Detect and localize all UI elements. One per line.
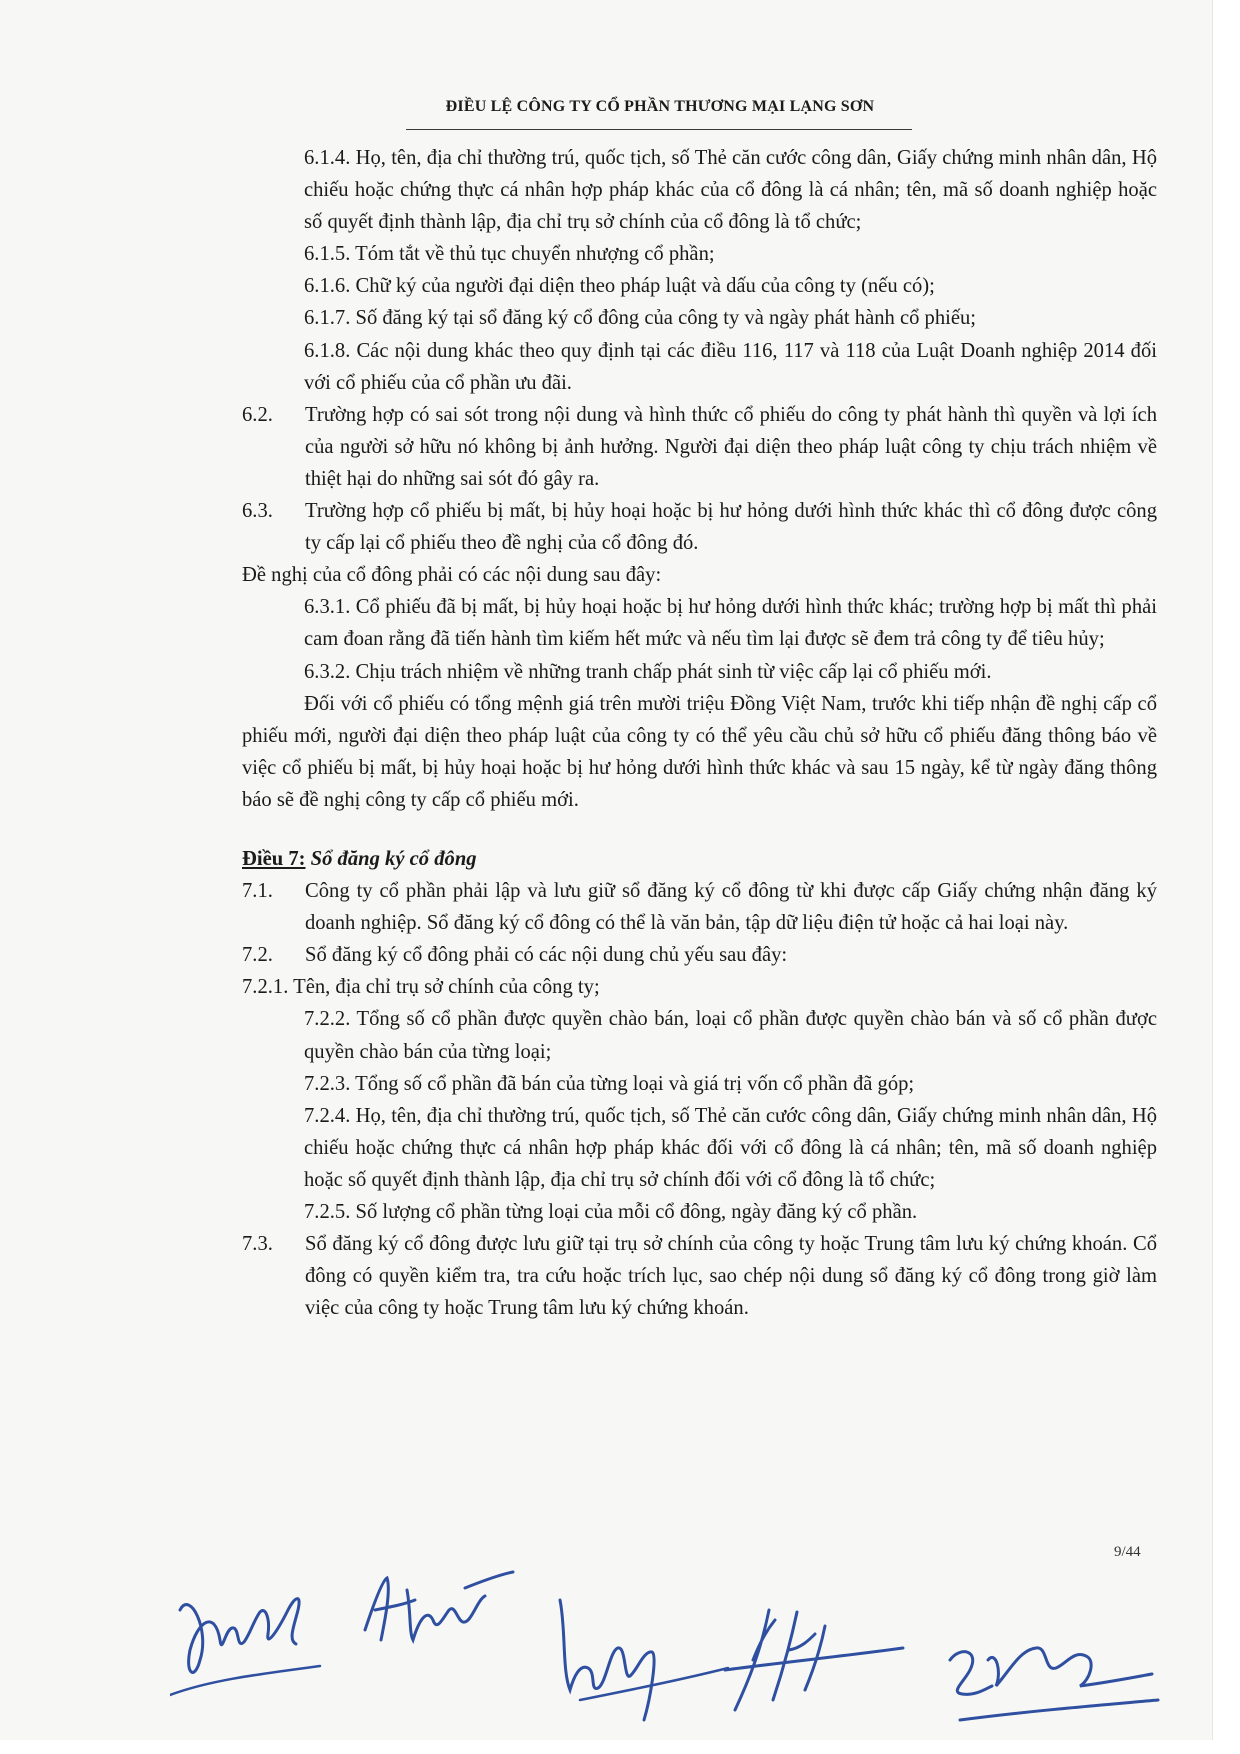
article-label: Điều 7: [242, 847, 306, 870]
clause-number: 7.3. [242, 1233, 273, 1256]
clause-6-3-2: 6.3.2. Chịu trách nhiệm về những tranh chấp phát sinh từ việc cấp lại cổ phiếu mới. [304, 660, 992, 683]
signature-4 [705, 1590, 905, 1730]
clause-number: 7.2. [242, 944, 273, 967]
clause-6-3-1: 6.3.1. Cổ phiếu đã bị mất, bị hủy hoại hoặc bị hư hỏng dưới hình thức khác; trường hợp bị mất thì phải cam đoan rằng đã tiến hành tìm kiếm hết mức và nếu tìm lại được sẽ đem trả công ty để tiêu hủy; [304, 596, 1157, 651]
page-number: 9/44 [1114, 1544, 1141, 1560]
clause-6-1-8: 6.1.8. Các nội dung khác theo quy định tại các điều 116, 117 và 118 của Luật Doanh nghiệp 2014 đối với cổ phiếu của cổ phần ưu đãi. [304, 339, 1157, 394]
clause-text: Sổ đăng ký cổ đông được lưu giữ tại trụ sở chính của công ty hoặc Trung tâm lưu ký chứng khoán. Cổ đông có quyền kiểm tra, tra cứu hoặc trích lục, sao chép nội dung sổ đăng ký cổ đông trong giờ làm việc của công ty hoặc Trung tâm lưu ký chứng khoán. [305, 1233, 1157, 1320]
clause-text: Sổ đăng ký cổ đông phải có các nội dung chủ yếu sau đây: [305, 944, 788, 967]
clause-7-2 [242, 939, 1157, 971]
clause-6-3 [242, 495, 1157, 559]
clause-7-2-1: 7.2.1. Tên, địa chỉ trụ sở chính của công ty; [242, 976, 600, 999]
article-7-heading [242, 843, 1157, 875]
signature-row [150, 1560, 1180, 1750]
clause-6-3-note: Đối với cổ phiếu có tổng mệnh giá trên mười triệu Đồng Việt Nam, trước khi tiếp nhận đề nghị cấp cổ phiếu mới, người đại diện theo pháp luật của công ty có thể yêu cầu chủ sở hữu cổ phiếu đăng thông báo về việc cổ phiếu bị mất, bị hủy hoại hoặc bị hư hỏng dưới hình thức khác và sau 15 ngày, kể từ ngày đăng thông báo sẽ đề nghị công ty cấp cổ phiếu mới. [242, 692, 1157, 811]
clause-number: 7.1. [242, 880, 273, 903]
clause-7-3 [242, 1228, 1157, 1324]
clause-6-1-7: 6.1.7. Số đăng ký tại sổ đăng ký cổ đông của công ty và ngày phát hành cổ phiếu; [304, 307, 977, 330]
clause-6-3-intro: Đề nghị của cổ đông phải có các nội dung sau đây: [242, 564, 662, 587]
clause-text: Trường hợp cổ phiếu bị mất, bị hủy hoại hoặc bị hư hỏng dưới hình thức khác thì cổ đông được công ty cấp lại cổ phiếu theo đề nghị của cổ đông đó. [305, 500, 1157, 555]
clause-7-2-4: 7.2.4. Họ, tên, địa chỉ thường trú, quốc tịch, số Thẻ căn cước công dân, Giấy chứng minh nhân dân, Hộ chiếu hoặc chứng thực cá nhân hợp pháp khác đối với cổ đông là cá nhân; tên, mã số doanh nghiệp hoặc số quyết định thành lập, địa chỉ trụ sở chính đối với cổ đông là tổ chức; [304, 1104, 1157, 1191]
clause-6-2 [242, 399, 1157, 495]
signature-3 [540, 1580, 730, 1730]
clause-7-1 [242, 875, 1157, 939]
signature-1 [170, 1570, 330, 1700]
article-title: Sổ đăng ký cổ đông [310, 847, 477, 870]
clause-number: 6.2. [242, 403, 273, 426]
clause-number: 6.3. [242, 500, 273, 523]
clause-6-1-5: 6.1.5. Tóm tắt về thủ tục chuyển nhượng cổ phần; [304, 243, 715, 266]
clause-6-1-4: 6.1.4. Họ, tên, địa chỉ thường trú, quốc tịch, số Thẻ căn cước công dân, Giấy chứng minh nhân dân, Hộ chiếu hoặc chứng thực cá nhân hợp pháp khác của cổ đông là cá nhân; tên, mã số doanh nghiệp hoặc số quyết định thành lập, địa chỉ trụ sở chính của cổ đông là tổ chức; [304, 147, 1157, 234]
signature-5 [940, 1620, 1160, 1730]
clause-text: Trường hợp có sai sót trong nội dung và hình thức cổ phiếu do công ty phát hành thì quyền và lợi ích của người sở hữu nó không bị ảnh hưởng. Người đại diện theo pháp luật công ty chịu trách nhiệm về thiệt hại do những sai sót đó gây ra. [305, 403, 1157, 490]
clause-text: Công ty cổ phần phải lập và lưu giữ sổ đăng ký cổ đông từ khi được cấp Giấy chứng nhận đăng ký doanh nghiệp. Sổ đăng ký cổ đông có thể là văn bản, tập dữ liệu điện tử hoặc cả hai loại này. [305, 880, 1157, 935]
clause-7-2-2: 7.2.2. Tổng số cổ phần được quyền chào bán, loại cổ phần được quyền chào bán và số cổ phần được quyền chào bán của từng loại; [304, 1008, 1157, 1063]
document-header: ĐIỀU LỆ CÔNG TY CỔ PHẦN THƯƠNG MẠI LẠNG SƠN [445, 98, 875, 115]
document-body [242, 142, 1157, 1324]
header-rule [406, 129, 912, 130]
clause-7-2-5: 7.2.5. Số lượng cổ phần từng loại của mỗi cổ đông, ngày đăng ký cổ phần. [304, 1201, 918, 1223]
signature-2 [345, 1560, 515, 1670]
clause-6-1-6: 6.1.6. Chữ ký của người đại diện theo pháp luật và dấu của công ty (nếu có); [304, 275, 935, 298]
clause-7-2-3: 7.2.3. Tổng số cổ phần đã bán của từng loại và giá trị vốn cổ phần đã góp; [304, 1072, 915, 1095]
